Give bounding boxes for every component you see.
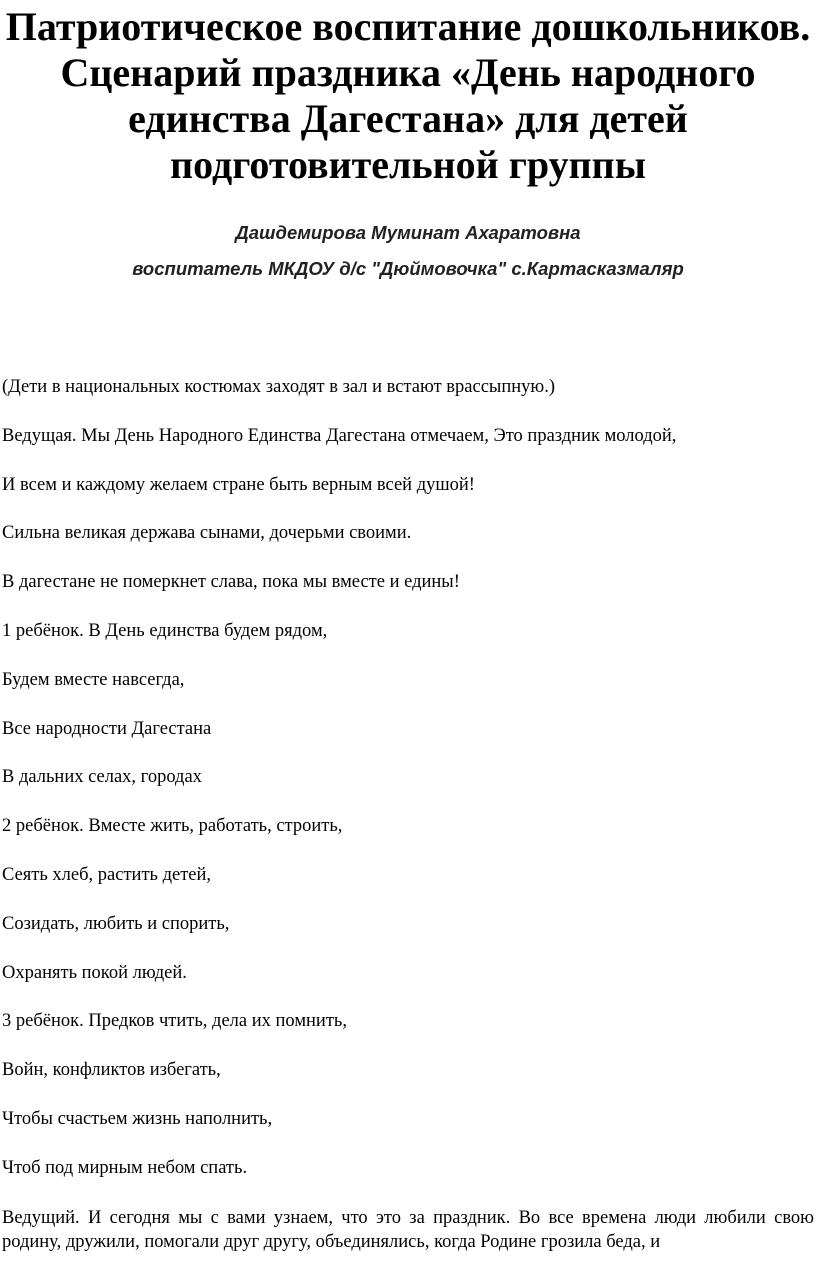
text-line: 2 ребёнок. Вместе жить, работать, строить,	[2, 816, 343, 837]
final-paragraph: Ведущий. И сегодня мы с вами узнаем, что это за праздник. Во все времена люди любили свою родину, дружили, помогали друг другу, объединялись, когда Родине грозила беда, и	[2, 1207, 814, 1252]
document-body	[2, 376, 814, 1254]
text-line: Чтоб под мирным небом спать.	[2, 1157, 248, 1178]
text-line: В дальних селах, городах	[2, 767, 202, 788]
page-title: Патриотическое воспитание дошкольников. Сценарий праздника «День народного единства Дагестана» для детей подготовительной группы	[5, 4, 811, 187]
text-line: Войн, конфликтов избегать,	[2, 1060, 221, 1081]
text-line: Созидать, любить и спорить,	[2, 913, 230, 934]
text-line: Чтобы счастьем жизнь наполнить,	[2, 1108, 273, 1129]
text-line: Ведущая. Мы День Народного Единства Дагестана отмечаем, Это праздник молодой,	[2, 425, 677, 446]
text-line: 3 ребёнок. Предков чтить, дела их помнить,	[2, 1011, 347, 1032]
text-line: (Дети в национальных костюмах заходят в зал и встают врассыпную.)	[2, 377, 555, 397]
author-role: воспитатель МКДОУ д/с "Дюймовочка" с.Картасказмаляр	[132, 258, 684, 279]
text-line: В дагестане не померкнет слава, пока мы вместе и едины!	[2, 572, 460, 593]
text-line: Будем вместе навсегда,	[2, 669, 185, 690]
text-line: Все народности Дагестана	[2, 718, 212, 739]
text-line: 1 ребёнок. В День единства будем рядом,	[2, 620, 328, 641]
text-line: Сильна великая держава сынами, дочерьми своими.	[2, 523, 412, 544]
text-line: Сеять хлеб, растить детей,	[2, 864, 212, 885]
text-line: И всем и каждому желаем стране быть верным всей душой!	[2, 474, 475, 495]
text-line: Охранять покой людей.	[2, 962, 187, 983]
author-name: Дашдемирова Муминат Ахаратовна	[235, 222, 581, 243]
